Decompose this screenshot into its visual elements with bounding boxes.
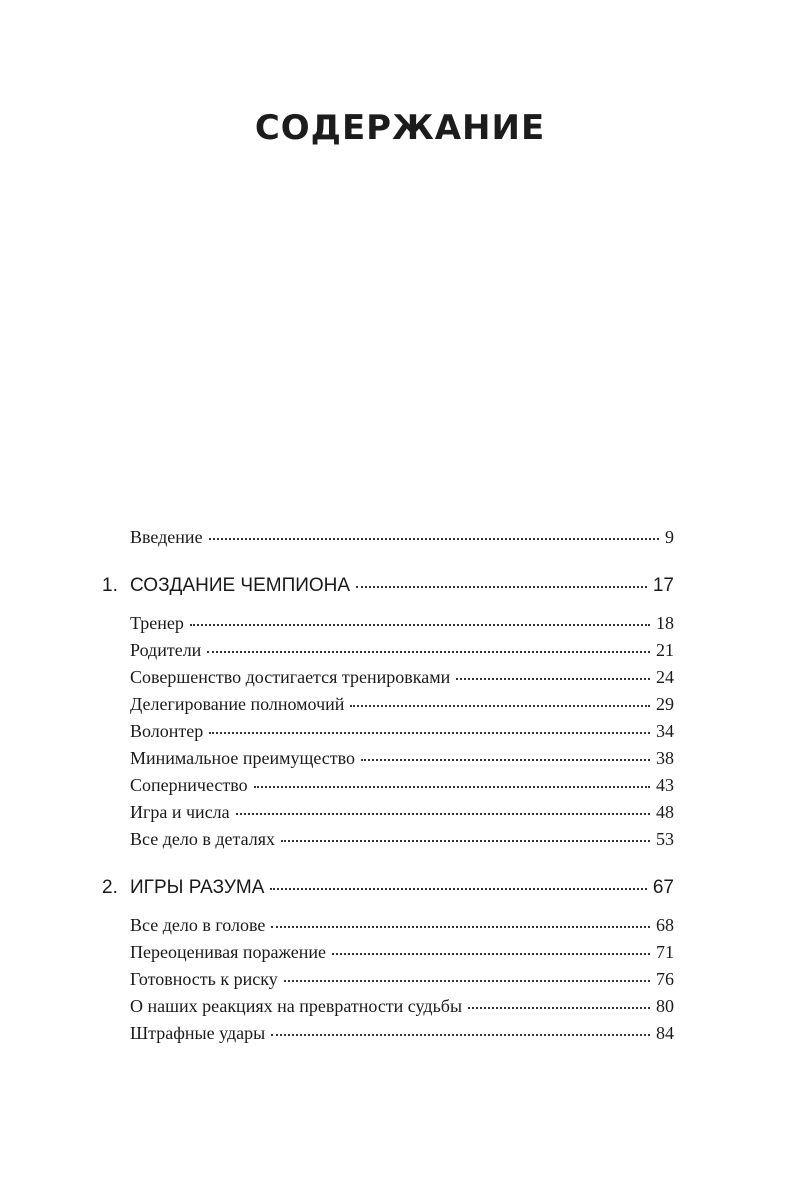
toc-entry-page: 68 — [656, 915, 674, 935]
dot-leader — [209, 538, 659, 540]
toc-entry[interactable] — [130, 828, 674, 850]
toc-entry-label: Переоценивая поражение — [130, 942, 326, 962]
toc-entry-label: Готовность к риску — [130, 969, 278, 989]
toc-entry[interactable] — [130, 968, 674, 990]
toc-entry-label: Тренер — [130, 613, 184, 633]
toc-entry[interactable] — [130, 801, 674, 823]
toc-entry-page: 53 — [656, 829, 674, 849]
toc-entry-page: 48 — [656, 802, 674, 822]
dot-leader — [350, 705, 650, 707]
toc-entry[interactable] — [130, 995, 674, 1017]
chapter-page: 67 — [652, 877, 674, 898]
toc-entry-label: Волонтер — [130, 721, 204, 741]
toc-entry[interactable] — [130, 720, 674, 742]
toc-chapter-2[interactable] — [102, 877, 674, 899]
toc-entry[interactable] — [130, 612, 674, 634]
chapter-title: ИГРЫ РАЗУМА — [130, 877, 265, 898]
toc-entry-label: Все дело в голове — [130, 915, 266, 935]
dot-leader — [468, 1007, 650, 1009]
toc-entry[interactable] — [130, 941, 674, 963]
chapter-number: 2. — [102, 877, 118, 898]
dot-leader — [209, 732, 650, 734]
toc-entry-page: 71 — [656, 942, 674, 962]
toc-entry-page: 38 — [656, 748, 674, 768]
toc-entry-intro[interactable] — [130, 526, 674, 548]
dot-leader — [190, 624, 650, 626]
dot-leader — [284, 980, 650, 982]
toc-entry-label: Совершенство достигается тренировками — [130, 667, 451, 687]
toc-entry[interactable] — [130, 693, 674, 715]
toc-entry-label: Штрафные удары — [130, 1023, 266, 1043]
page-title: СОДЕРЖАНИЕ — [254, 108, 546, 148]
dot-leader — [271, 926, 650, 928]
toc-entry-label: Делегирование полномочий — [130, 694, 345, 714]
dot-leader — [456, 678, 650, 680]
dot-leader — [281, 840, 650, 842]
toc-entry-page: 18 — [656, 613, 674, 633]
toc-entry-label: Соперничество — [130, 775, 248, 795]
dot-leader — [254, 786, 650, 788]
dot-leader — [270, 888, 646, 890]
chapter-number: 1. — [102, 575, 118, 596]
toc-entry[interactable] — [130, 747, 674, 769]
dot-leader — [207, 651, 650, 653]
toc-entry-page: 24 — [656, 667, 674, 687]
toc-entry-label: Родители — [130, 640, 202, 660]
toc-entry-page: 34 — [656, 721, 674, 741]
toc-entry[interactable] — [130, 639, 674, 661]
toc-entry-page: 9 — [665, 527, 674, 547]
toc-entry-page: 43 — [656, 775, 674, 795]
toc-entry[interactable] — [130, 914, 674, 936]
toc-entry-page: 80 — [656, 996, 674, 1016]
dot-leader — [271, 1034, 650, 1036]
toc-entry-page: 29 — [656, 694, 674, 714]
dot-leader — [332, 953, 650, 955]
toc-chapter-1[interactable] — [102, 575, 674, 597]
toc-entry-label: Игра и числа — [130, 802, 230, 822]
chapter-title: СОЗДАНИЕ ЧЕМПИОНА — [130, 575, 351, 596]
toc-entry-label: Введение — [130, 527, 203, 547]
toc-entry-page: 84 — [656, 1023, 674, 1043]
dot-leader — [236, 813, 650, 815]
chapter-page: 17 — [652, 575, 674, 596]
toc-entry-page: 21 — [656, 640, 674, 660]
toc-entry-page: 76 — [656, 969, 674, 989]
toc-entry[interactable] — [130, 666, 674, 688]
dot-leader — [361, 759, 650, 761]
toc-entry[interactable] — [130, 774, 674, 796]
toc-entry-label: О наших реакциях на превратности судьбы — [130, 996, 463, 1016]
toc-entry[interactable] — [130, 1022, 674, 1044]
toc-entry-label: Все дело в деталях — [130, 829, 275, 849]
toc-entry-label: Минимальное преимущество — [130, 748, 356, 768]
dot-leader — [356, 586, 647, 588]
